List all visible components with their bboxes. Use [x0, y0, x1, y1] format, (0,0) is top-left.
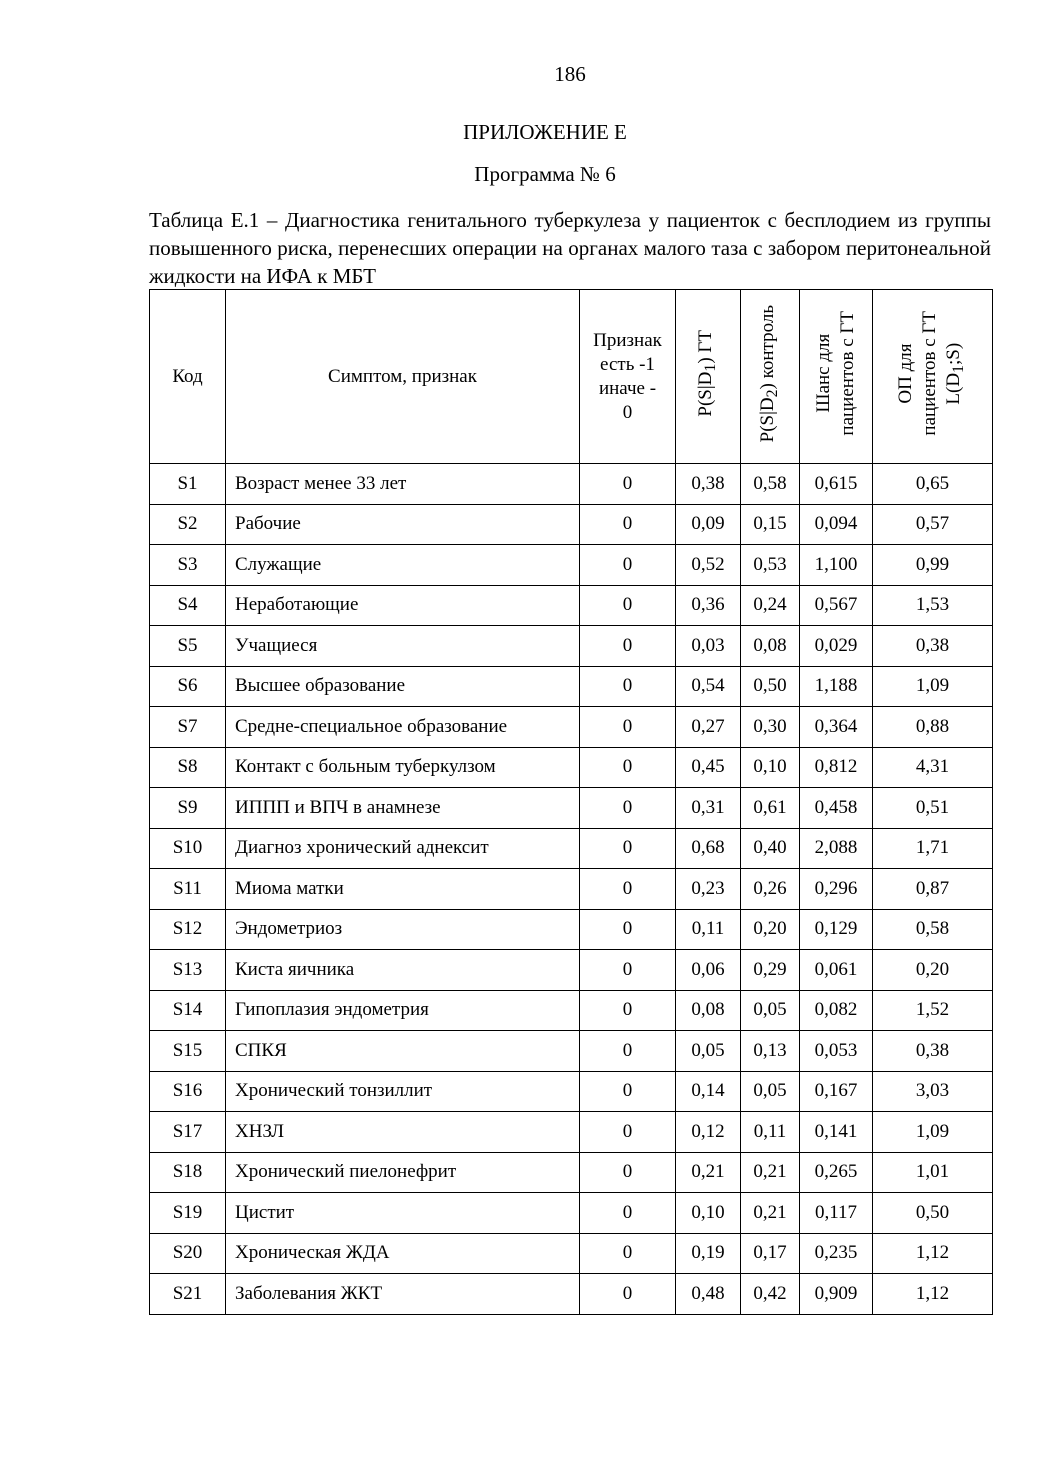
cell-p-control: 0,61: [741, 788, 800, 829]
cell-relative-risk: 4,31: [873, 747, 993, 788]
cell-relative-risk: 1,53: [873, 585, 993, 626]
cell-sign: 0: [580, 950, 676, 991]
cell-odds: 1,100: [800, 545, 873, 586]
cell-sign: 0: [580, 788, 676, 829]
cell-code: S17: [150, 1112, 226, 1153]
cell-p-gt: 0,45: [676, 747, 741, 788]
cell-p-gt: 0,06: [676, 950, 741, 991]
cell-code: S13: [150, 950, 226, 991]
header-p-gt: $P(S|D_1)$ ГТ: [676, 290, 741, 464]
cell-symptom: Хронический пиелонефрит: [226, 1152, 580, 1193]
cell-relative-risk: 3,03: [873, 1071, 993, 1112]
table-row: [150, 1233, 993, 1274]
cell-symptom: Неработающие: [226, 585, 580, 626]
cell-odds: 0,265: [800, 1152, 873, 1193]
cell-relative-risk: 1,09: [873, 666, 993, 707]
cell-relative-risk: 1,01: [873, 1152, 993, 1193]
cell-odds: 0,029: [800, 626, 873, 667]
cell-p-control: 0,30: [741, 707, 800, 748]
cell-p-control: 0,20: [741, 909, 800, 950]
cell-code: S9: [150, 788, 226, 829]
cell-sign: 0: [580, 585, 676, 626]
cell-odds: 0,082: [800, 990, 873, 1031]
cell-p-gt: 0,21: [676, 1152, 741, 1193]
cell-odds: 0,909: [800, 1274, 873, 1315]
cell-sign: 0: [580, 828, 676, 869]
cell-symptom: Контакт с больным туберкулзом: [226, 747, 580, 788]
cell-p-control: 0,42: [741, 1274, 800, 1315]
cell-code: S8: [150, 747, 226, 788]
cell-p-gt: 0,08: [676, 990, 741, 1031]
cell-p-control: 0,40: [741, 828, 800, 869]
cell-relative-risk: 0,20: [873, 950, 993, 991]
table-row: [150, 747, 993, 788]
cell-code: S14: [150, 990, 226, 1031]
cell-code: S1: [150, 464, 226, 505]
cell-relative-risk: 0,65: [873, 464, 993, 505]
cell-relative-risk: 0,99: [873, 545, 993, 586]
cell-code: S7: [150, 707, 226, 748]
cell-relative-risk: 0,57: [873, 504, 993, 545]
cell-relative-risk: 1,09: [873, 1112, 993, 1153]
table-row: [150, 666, 993, 707]
cell-symptom: Возраст менее 33 лет: [226, 464, 580, 505]
cell-symptom: Служащие: [226, 545, 580, 586]
cell-p-gt: 0,14: [676, 1071, 741, 1112]
cell-p-control: 0,05: [741, 990, 800, 1031]
cell-relative-risk: 1,52: [873, 990, 993, 1031]
cell-symptom: Миома матки: [226, 869, 580, 910]
cell-sign: 0: [580, 1031, 676, 1072]
cell-p-control: 0,58: [741, 464, 800, 505]
cell-symptom: Средне-специальное образование: [226, 707, 580, 748]
cell-relative-risk: 0,58: [873, 909, 993, 950]
cell-odds: 0,296: [800, 869, 873, 910]
cell-sign: 0: [580, 1071, 676, 1112]
cell-p-control: 0,21: [741, 1152, 800, 1193]
table-row: [150, 707, 993, 748]
cell-odds: 0,235: [800, 1233, 873, 1274]
cell-relative-risk: 0,88: [873, 707, 993, 748]
cell-sign: 0: [580, 909, 676, 950]
cell-symptom: Эндометриоз: [226, 909, 580, 950]
cell-symptom: Высшее образование: [226, 666, 580, 707]
table-row: [150, 1112, 993, 1153]
cell-relative-risk: 0,38: [873, 1031, 993, 1072]
table-row: [150, 869, 993, 910]
cell-odds: 0,615: [800, 464, 873, 505]
table-row: [150, 788, 993, 829]
table-row: [150, 1274, 993, 1315]
header-sign: Признак есть -1 иначе - 0: [580, 290, 676, 464]
cell-symptom: ИППП и ВПЧ в анамнезе: [226, 788, 580, 829]
cell-sign: 0: [580, 707, 676, 748]
cell-p-gt: 0,52: [676, 545, 741, 586]
cell-relative-risk: 1,71: [873, 828, 993, 869]
cell-p-gt: 0,05: [676, 1031, 741, 1072]
header-p-control: $P(S|D_2)$ контроль: [741, 290, 800, 464]
cell-code: S6: [150, 666, 226, 707]
cell-p-control: 0,50: [741, 666, 800, 707]
cell-p-gt: 0,68: [676, 828, 741, 869]
cell-odds: 0,129: [800, 909, 873, 950]
cell-relative-risk: 0,87: [873, 869, 993, 910]
cell-symptom: Киста яичника: [226, 950, 580, 991]
cell-odds: 0,061: [800, 950, 873, 991]
cell-odds: 0,567: [800, 585, 873, 626]
cell-sign: 0: [580, 1152, 676, 1193]
cell-odds: 0,458: [800, 788, 873, 829]
cell-p-control: 0,29: [741, 950, 800, 991]
table-row: [150, 828, 993, 869]
cell-p-control: 0,11: [741, 1112, 800, 1153]
cell-code: S19: [150, 1193, 226, 1234]
header-code: Код: [150, 290, 226, 464]
cell-code: S18: [150, 1152, 226, 1193]
cell-p-gt: 0,03: [676, 626, 741, 667]
cell-p-gt: 0,23: [676, 869, 741, 910]
cell-p-control: 0,13: [741, 1031, 800, 1072]
cell-relative-risk: 1,12: [873, 1233, 993, 1274]
cell-code: S12: [150, 909, 226, 950]
diagnostics-table: [149, 289, 993, 1315]
cell-sign: 0: [580, 1112, 676, 1153]
table-row: [150, 545, 993, 586]
cell-symptom: Хроническая ЖДА: [226, 1233, 580, 1274]
cell-odds: 0,364: [800, 707, 873, 748]
cell-sign: 0: [580, 990, 676, 1031]
cell-p-gt: 0,12: [676, 1112, 741, 1153]
header-odds: Шанс для пациентов с ГТ: [800, 290, 873, 464]
table-row: [150, 1031, 993, 1072]
cell-symptom: Заболевания ЖКТ: [226, 1274, 580, 1315]
cell-p-gt: 0,48: [676, 1274, 741, 1315]
cell-sign: 0: [580, 464, 676, 505]
cell-code: S15: [150, 1031, 226, 1072]
cell-p-control: 0,15: [741, 504, 800, 545]
cell-symptom: ХНЗЛ: [226, 1112, 580, 1153]
cell-code: S2: [150, 504, 226, 545]
cell-odds: 0,141: [800, 1112, 873, 1153]
cell-odds: 1,188: [800, 666, 873, 707]
table-row: [150, 1152, 993, 1193]
cell-p-gt: 0,31: [676, 788, 741, 829]
page-number: 186: [554, 62, 586, 86]
table-row: [150, 585, 993, 626]
cell-symptom: Хронический тонзиллит: [226, 1071, 580, 1112]
cell-symptom: Диагноз хронический аднексит: [226, 828, 580, 869]
cell-p-gt: 0,19: [676, 1233, 741, 1274]
table-row: [150, 990, 993, 1031]
cell-sign: 0: [580, 504, 676, 545]
cell-p-gt: 0,38: [676, 464, 741, 505]
cell-p-gt: 0,11: [676, 909, 741, 950]
cell-relative-risk: 0,50: [873, 1193, 993, 1234]
cell-odds: 0,094: [800, 504, 873, 545]
cell-p-gt: 0,36: [676, 585, 741, 626]
cell-p-gt: 0,09: [676, 504, 741, 545]
cell-sign: 0: [580, 1274, 676, 1315]
table-caption: Таблица Е.1 – Диагностика генитального туберкулеза у пациенток с бесплодием из группы повышенного риска, перенесших операции на органах малого таза с забором перитонеальной жидкости на ИФА к МБТ: [149, 208, 991, 288]
cell-p-control: 0,53: [741, 545, 800, 586]
cell-p-control: 0,17: [741, 1233, 800, 1274]
cell-sign: 0: [580, 1193, 676, 1234]
cell-symptom: Цистит: [226, 1193, 580, 1234]
cell-symptom: Учащиеся: [226, 626, 580, 667]
cell-relative-risk: 0,51: [873, 788, 993, 829]
header-relative-risk: ОП для пациентов с ГТ $L(D_1;S)$: [873, 290, 993, 464]
table-row: [150, 909, 993, 950]
cell-p-control: 0,21: [741, 1193, 800, 1234]
cell-symptom: Рабочие: [226, 504, 580, 545]
cell-p-gt: 0,27: [676, 707, 741, 748]
cell-code: S16: [150, 1071, 226, 1112]
table-row: [150, 950, 993, 991]
cell-sign: 0: [580, 1233, 676, 1274]
table-row: [150, 1193, 993, 1234]
cell-code: S3: [150, 545, 226, 586]
table-row: [150, 1071, 993, 1112]
table-row: [150, 464, 993, 505]
cell-odds: 0,117: [800, 1193, 873, 1234]
cell-odds: 2,088: [800, 828, 873, 869]
cell-odds: 0,812: [800, 747, 873, 788]
table-header-row: [150, 290, 993, 464]
cell-p-control: 0,05: [741, 1071, 800, 1112]
cell-sign: 0: [580, 545, 676, 586]
cell-code: S4: [150, 585, 226, 626]
cell-code: S10: [150, 828, 226, 869]
cell-p-control: 0,24: [741, 585, 800, 626]
cell-code: S5: [150, 626, 226, 667]
cell-p-control: 0,10: [741, 747, 800, 788]
cell-relative-risk: 1,12: [873, 1274, 993, 1315]
cell-p-control: 0,26: [741, 869, 800, 910]
cell-sign: 0: [580, 626, 676, 667]
cell-symptom: СПКЯ: [226, 1031, 580, 1072]
cell-p-gt: 0,10: [676, 1193, 741, 1234]
cell-p-control: 0,08: [741, 626, 800, 667]
cell-symptom: Гипоплазия эндометрия: [226, 990, 580, 1031]
cell-sign: 0: [580, 747, 676, 788]
table-body: [150, 464, 993, 1315]
cell-odds: 0,167: [800, 1071, 873, 1112]
cell-code: S20: [150, 1233, 226, 1274]
cell-sign: 0: [580, 869, 676, 910]
table-row: [150, 504, 993, 545]
cell-relative-risk: 0,38: [873, 626, 993, 667]
cell-sign: 0: [580, 666, 676, 707]
cell-code: S11: [150, 869, 226, 910]
cell-odds: 0,053: [800, 1031, 873, 1072]
table-row: [150, 626, 993, 667]
cell-p-gt: 0,54: [676, 666, 741, 707]
program-title: Программа № 6: [474, 162, 616, 186]
cell-code: S21: [150, 1274, 226, 1315]
appendix-title: ПРИЛОЖЕНИЕ Е: [463, 120, 627, 144]
header-symptom: Симптом, признак: [226, 290, 580, 464]
